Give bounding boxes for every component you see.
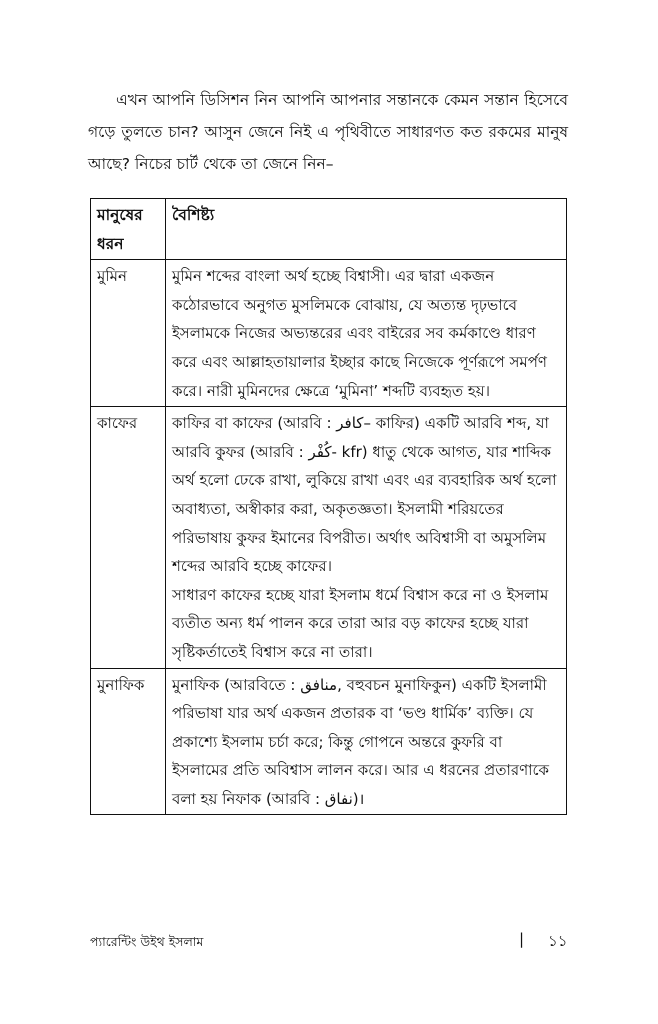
row-desc-mumin xyxy=(166,260,567,407)
desc-paragraph: মুমিন শব্দের বাংলা অর্থ হচ্ছে বিশ্বাসী। এর দ্বারা একজন কঠোরভাবে অনুগত মুসলিমকে বোঝায়, যে অত্যন্ত দৃঢ়ভাবে ইসলামকে নিজের অভ্যন্তরের এবং বাইরের সব কর্মকাণ্ডে ধারণ করে এবং আল্লাহতায়ালার ইচ্ছার কাছে নিজেকে পূর্ণরূপে সমর্পণ করে। নারী মুমিনদের ক্ষেত্রে ‘মুমিনা’ শব্দটি ব্যবহৃত হয়। xyxy=(172,267,547,400)
row-term-kafer: কাফের xyxy=(91,407,166,668)
header-type-cell: মানুষের ধরন xyxy=(91,199,166,260)
page-number: ১১ xyxy=(548,932,568,950)
desc-paragraph: কাফির বা কাফের (আরবি : كافر– কাফির) একটি আরবি শব্দ, যা আরবি কুফর (আরবি : كُفْر- kfr) ধাতু থেকে আগত, যার শাব্দিক অর্থ হলো ঢেকে রাখা, লুকিয়ে রাখা এবং এর ব্যবহারিক অর্থ হলো অবাধ্যতা, অস্বীকার করা, অকৃতজ্ঞতা। ইসলামী শরিয়তের পরিভাষায় কুফর ইমানের বিপরীত। অর্থাৎ অবিশ্বাসী বা অমুসলিম শব্দের আরবি হচ্ছে কাফের। xyxy=(172,414,557,576)
table-row xyxy=(91,260,567,407)
table-header-row xyxy=(91,199,567,260)
footer-book-title: প্যারেন্টিং উইথ ইসলাম xyxy=(90,934,204,949)
row-term-munafik: মুনাফিক xyxy=(91,668,166,815)
table-row xyxy=(91,407,567,668)
header-characteristics-cell: বৈশিষ্ট্য xyxy=(166,199,567,260)
row-desc-munafik xyxy=(166,668,567,815)
desc-paragraph-2: সাধারণ কাফের হচ্ছে যারা ইসলাম ধর্মে বিশ্বাস করে না ও ইসলাম ব্যতীত অন্য ধর্ম পালন করে তারা আর বড় কাফের হচ্ছে যারা সৃষ্টিকর্তাতেই বিশ্বাস করে না তারা। xyxy=(172,585,549,661)
row-desc-kafer xyxy=(166,407,567,668)
footer-separator: | xyxy=(519,930,525,948)
desc-paragraph: মুনাফিক (আরবিতে : منافق, বহুবচন মুনাফিকুন) একটি ইসলামী পরিভাষা যার অর্থ একজন প্রতারক বা ‘ভণ্ড ধার্মিক’ ব্যক্তি। যে প্রকাশ্যে ইসলাম চর্চা করে; কিন্তু গোপনে অন্তরে কুফরি বা ইসলামের প্রতি অবিশ্বাস লালন করে। আর এ ধরনের প্রতারণাকে বলা হয় নিফাক (আরবি : نفاق)। xyxy=(172,675,550,808)
row-term-mumin: মুমিন xyxy=(91,260,166,407)
intro-paragraph: এখন আপনি ডিসিশন নিন আপনি আপনার সন্তানকে কেমন সন্তান হিসেবে গড়ে তুলতে চান? আসুন জেনে নিই এ পৃথিবীতে সাধারণত কত রকমের মানুষ আছে? নিচের চার্ট থেকে তা জেনে নিন– xyxy=(88,91,568,173)
table-row xyxy=(91,668,567,815)
human-types-table xyxy=(90,198,567,815)
